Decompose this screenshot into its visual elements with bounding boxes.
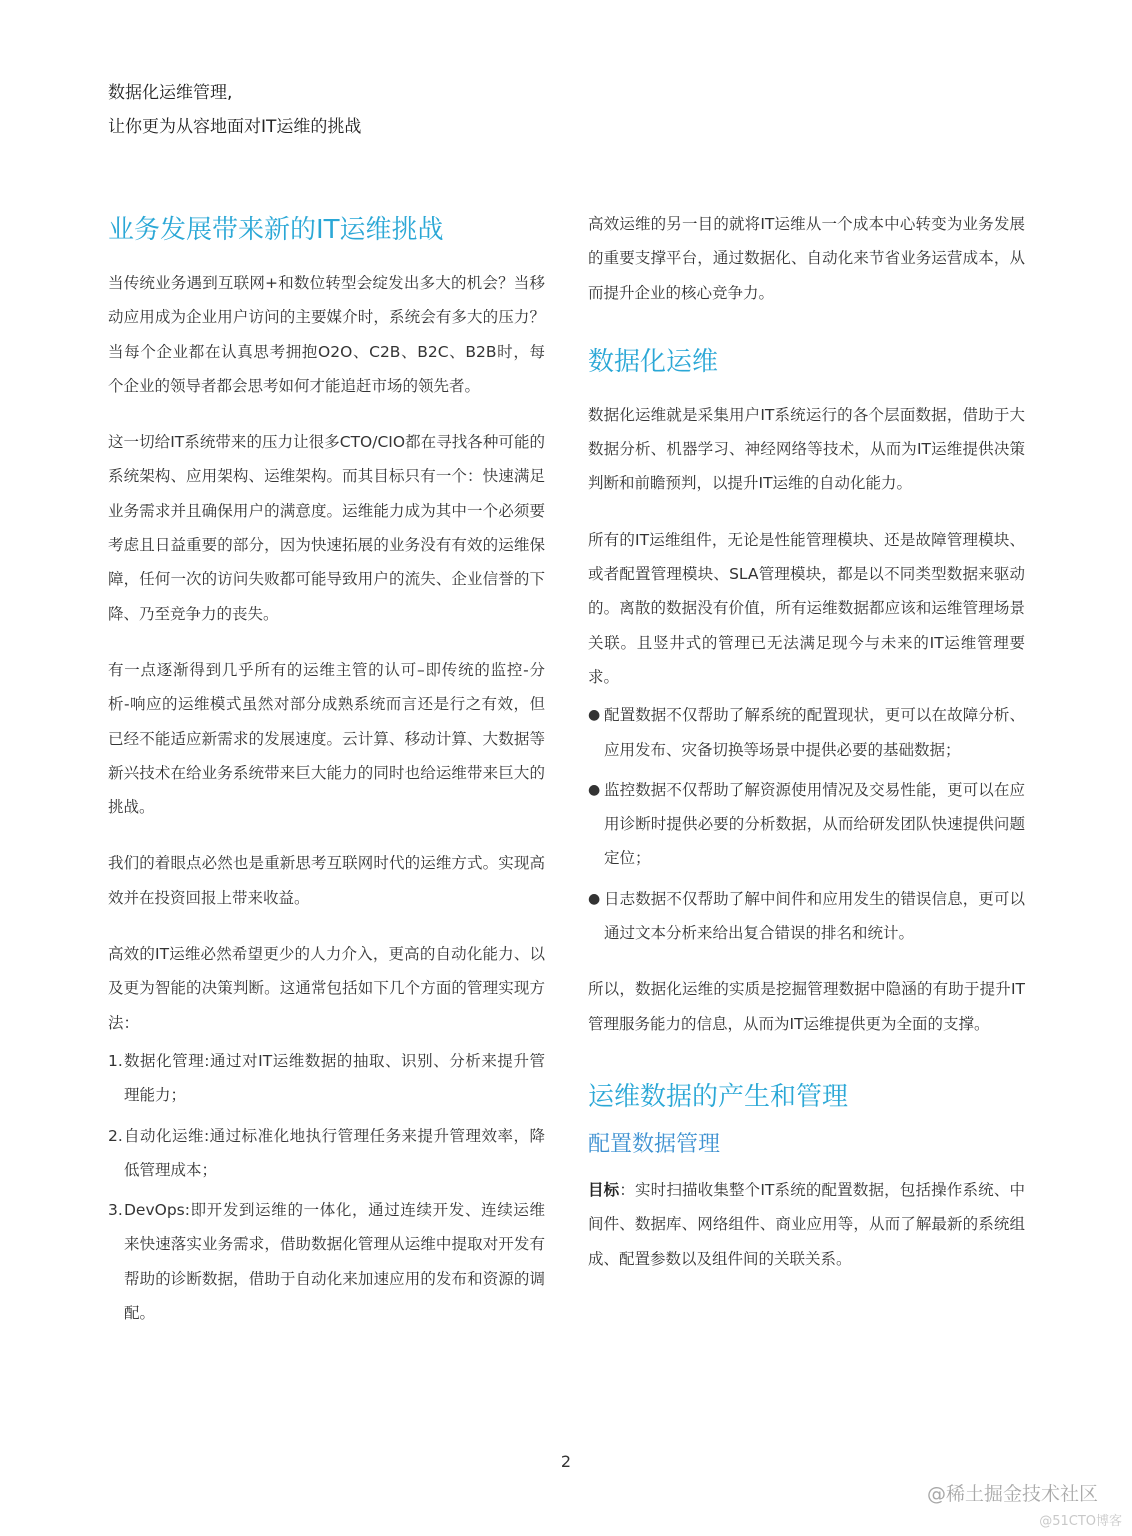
- paragraph: 我们的着眼点必然也是重新思考互联网时代的运维方式。实现高效并在投资回报上带来收益。: [108, 854, 545, 907]
- list-number: 3.: [108, 1201, 123, 1220]
- section-heading-data-ops: 数据化运维: [588, 346, 719, 377]
- list-item-text: 日志数据不仅帮助了解中间件和应用发生的错误信息，更可以通过文本分析来给出复合错误的排名和统计。: [604, 889, 1025, 943]
- list-item-text: 数据化管理:通过对IT运维数据的抽取、识别、分析来提升管理能力；: [124, 1051, 545, 1105]
- paragraph: 所以，数据化运维的实质是挖掘管理数据中隐涵的有助于提升IT管理服务能力的信息，从而为IT运维提供更为全面的支撑。: [588, 980, 1025, 1033]
- list-item: [588, 773, 1025, 876]
- list-item-text: 配置数据不仅帮助了解系统的配置现状，更可以在故障分析、应用发布、灾备切换等场景中提供必要的基础数据；: [604, 706, 1025, 759]
- list-item: [108, 1044, 545, 1113]
- goal-paragraph: [588, 1173, 1025, 1276]
- list-item-text: 自动化运维:通过标准化地执行管理任务来提升管理效率，降低管理成本；: [124, 1126, 545, 1179]
- bullet-list: [588, 698, 1025, 950]
- goal-text: ：实时扫描收集整个IT系统的配置数据，包括操作系统、中间件、数据库、网络组件、商业应用等，从而了解最新的系统组成、配置参数以及组件间的关联关系。: [588, 1180, 1025, 1268]
- numbered-list: [108, 1044, 545, 1330]
- intro-line-2: 让你更为从容地面对IT运维的挑战: [108, 117, 362, 137]
- paragraph: 数据化运维就是采集用户IT系统运行的各个层面数据，借助于大数据分析、机器学习、神经网络等技术，从而为IT运维提供决策判断和前瞻预判，以提升IT运维的自动化能力。: [588, 405, 1025, 493]
- goal-label: 目标: [588, 1180, 620, 1199]
- watermark-51cto: @51CTO博客: [1039, 1514, 1122, 1529]
- paragraph: 高效运维的另一目的就将IT运维从一个成本中心转变为业务发展的重要支撑平台，通过数据化、自动化来节省业务运营成本，从而提升企业的核心竞争力。: [588, 215, 1025, 302]
- bullet-icon: ●: [588, 781, 601, 798]
- paragraph: 当传统业务遇到互联网+和数位转型会绽发出多大的机会？当移动应用成为企业用户访问的主要媒介时，系统会有多大的压力？当每个企业都在认真思考拥抱O2O、C2B、B2C、B2B时，每个企业的领导者都会思考如何才能追赶市场的领先者。: [108, 274, 545, 395]
- section-heading-ops-data: 运维数据的产生和管理: [588, 1081, 849, 1112]
- right-column: [588, 207, 1025, 1298]
- list-item: [108, 1193, 545, 1330]
- list-item-text: DevOps:即开发到运维的一体化，通过连续开发、连续运维来快速落实业务需求，借助数据化管理从运维中提取对开发有帮助的诊断数据，借助于自动化来加速应用的发布和资源的调配。: [124, 1201, 545, 1323]
- paragraph: 所有的IT运维组件，无论是性能管理模块、还是故障管理模块、或者配置管理模块、SLA管理模块，都是以不同类型数据来驱动的。离散的数据没有价值，所有运维数据都应该和运维管理场景关联。且竖井式的管理已无法满足现今与未来的IT运维管理要求。: [588, 530, 1025, 686]
- paragraph: 这一切给IT系统带来的压力让很多CTO/CIO都在寻找各种可能的系统架构、应用架构、运维架构。而其目标只有一个：快速满足业务需求并且确保用户的满意度。运维能力成为其中一个必须要考虑且日益重要的部分，因为快速拓展的业务没有有效的运维保障，任何一次的访问失败都可能导致用户的流失、企业信誉的下降、乃至竞争力的丧失。: [108, 433, 545, 623]
- list-item: [108, 1119, 545, 1188]
- bullet-icon: ●: [588, 707, 601, 724]
- intro-tagline: [108, 76, 361, 144]
- page-number: 2: [560, 1452, 572, 1471]
- list-number: 2.: [108, 1126, 123, 1145]
- list-item: [588, 882, 1025, 951]
- paragraph: 有一点逐渐得到几乎所有的运维主管的认可–即传统的监控-分析-响应的运维模式虽然对部分成熟系统而言还是行之有效，但已经不能适应新需求的发展速度。云计算、移动计算、大数据等新兴技术在给业务系统带来巨大能力的同时也给运维带来巨大的挑战。: [108, 660, 545, 817]
- list-item: [588, 698, 1025, 767]
- list-item-text: 监控数据不仅帮助了解资源使用情况及交易性能，更可以在应用诊断时提供必要的分析数据，从而给研发团队快速提供问题定位；: [604, 780, 1025, 868]
- bullet-icon: ●: [588, 890, 601, 907]
- section-heading-it-challenges: 业务发展带来新的IT运维挑战: [108, 215, 444, 245]
- subheading-config-data: 配置数据管理: [588, 1131, 721, 1157]
- list-number: 1.: [108, 1051, 123, 1070]
- watermark-juejin: @稀土掘金技术社区: [926, 1483, 1098, 1505]
- intro-line-1: 数据化运维管理,: [108, 83, 233, 103]
- left-column: [108, 208, 545, 1352]
- paragraph: 高效的IT运维必然希望更少的人力介入，更高的自动化能力、以及更为智能的决策判断。这通常包括如下几个方面的管理实现方法：: [108, 945, 545, 1032]
